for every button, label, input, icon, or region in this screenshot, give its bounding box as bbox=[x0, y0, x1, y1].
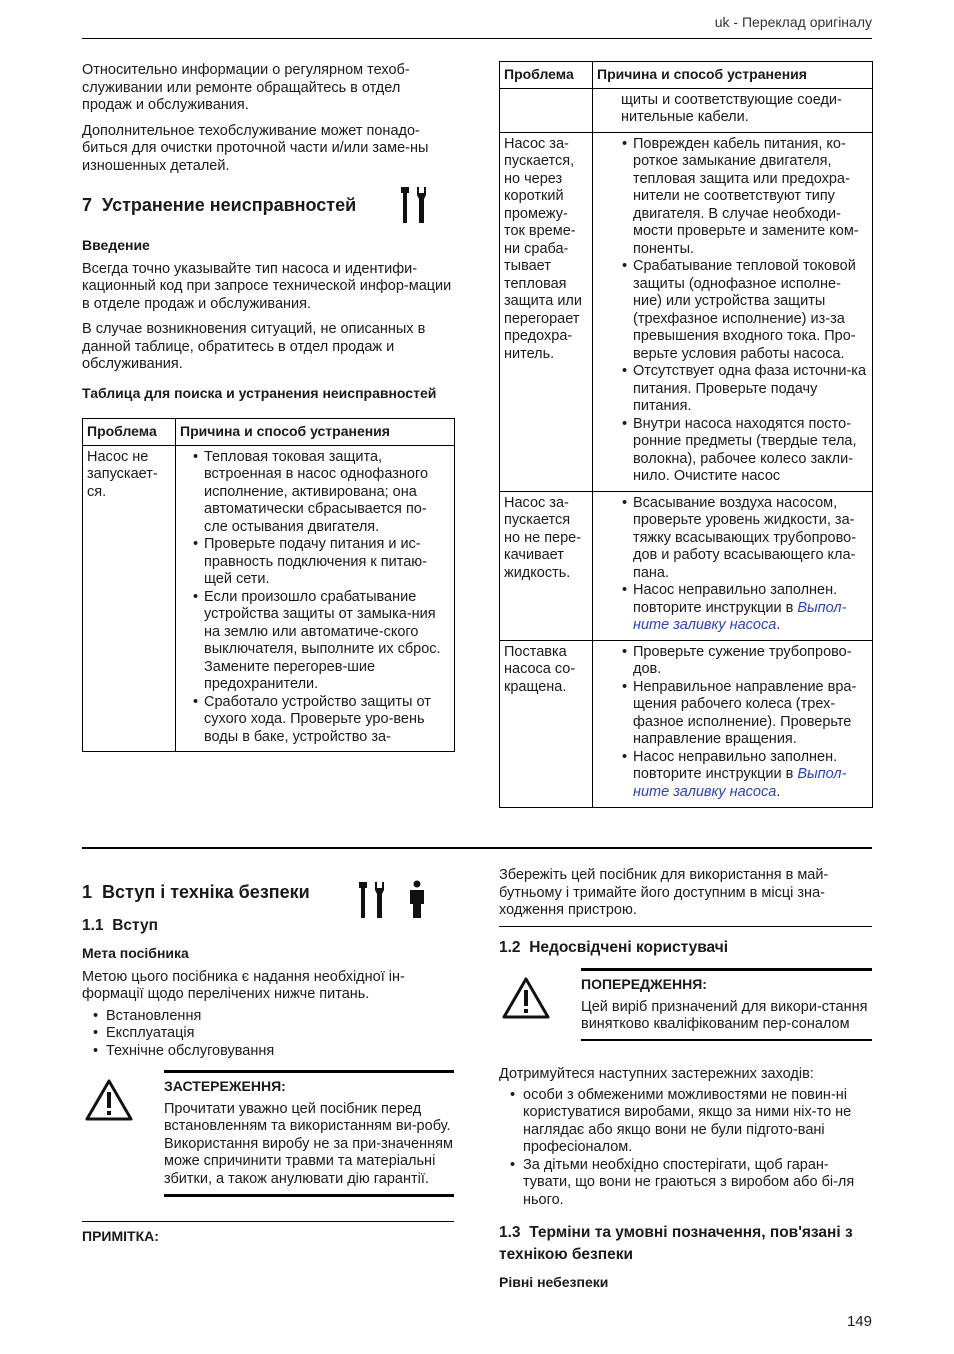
table-row bbox=[500, 132, 873, 491]
cause-item: • Насос неправильно заполнен. повторите инструкции в Выпол-ните заливку насоса. bbox=[633, 582, 868, 635]
list-item: • За дітьми необхідно спостерігати, щоб гаран-тувати, що вони не граються з виробом або бі-ля нього. bbox=[499, 1157, 872, 1210]
note-rule bbox=[82, 1221, 454, 1222]
cause-item: • Сработало устройство защиты от сухого хода. Проверьте уро-вень воды в баке, устройство за- bbox=[204, 694, 450, 747]
table-header-problem: Проблема bbox=[500, 62, 593, 89]
fill-pump-link[interactable]: Выпол-ните заливку насоса bbox=[633, 599, 847, 633]
uk-subsection-1-1: 1.1 Вступ bbox=[82, 917, 158, 934]
uk-section-number: 1 bbox=[82, 882, 93, 902]
ru-section-title: Устранение неисправностей bbox=[102, 195, 357, 215]
cause-item: • Насос неправильно заполнен. повторите инструкции в Выпол-ните заливку насоса. bbox=[633, 749, 868, 802]
continuation-cell: щиты и соответствующие соеди-нительные кабели. bbox=[593, 88, 873, 132]
table-header-cause: Причина и способ устранения bbox=[593, 62, 873, 89]
ru-intro-paragraph-2: Дополнительное техобслуживание может понадо-биться для очистки проточной части и/или заме-ны изношенных деталей. bbox=[82, 122, 429, 174]
ru-intro-paragraph-3: Всегда точно указывайте тип насоса и идентифи-кационный код при запросе технической инфор-мации в отделе продаж и обслуживания. bbox=[82, 260, 452, 312]
table-header-problem: Проблема bbox=[83, 419, 176, 446]
table-header-cause: Причина и способ устранения bbox=[176, 419, 455, 446]
person-icon bbox=[406, 880, 428, 920]
warning-box bbox=[499, 968, 872, 1041]
page-number: 149 bbox=[846, 1313, 872, 1330]
uk-precautions bbox=[499, 1066, 872, 1209]
ru-troubleshooting-table-right bbox=[499, 61, 873, 808]
hazard-levels-heading: Рівні небезпеки bbox=[499, 1274, 609, 1290]
cause-item: • Внутри насоса находятся посто-ронние предметы (твердые тела, волокна), рабочее колесо закли-нило. Очистите насос bbox=[633, 416, 868, 486]
list-item: • Встановлення bbox=[82, 1008, 454, 1026]
problem-cell: Поставка насоса со-кращена. bbox=[500, 640, 593, 808]
uk-purpose-heading: Мета посібника bbox=[82, 945, 189, 961]
cause-list bbox=[192, 449, 450, 747]
uk-left-column bbox=[82, 872, 454, 1060]
warning-triangle-icon bbox=[501, 976, 551, 1020]
table-row bbox=[500, 640, 873, 808]
cause-item: • Если произошло срабатывание устройства защиты от замыка-ния на землю или автоматиче-ского выключателя, выполните их сброс. Замените перегорев-шие предохранители. bbox=[204, 589, 450, 694]
table-row bbox=[500, 88, 873, 132]
precautions-intro: Дотримуйтеся наступних застережних заходів: bbox=[499, 1066, 814, 1082]
uk-section-title: Вступ і техніка безпеки bbox=[102, 882, 310, 902]
subsection-rule bbox=[499, 926, 872, 927]
caution-text: Прочитати уважно цей посібник перед встановленням та використанням ви-робу. Використання виробу не за при-значенням може спричинити травми та матеріальні збитки, а також анулювати дію гарантії. bbox=[164, 1100, 453, 1187]
uk-purpose-list bbox=[82, 1008, 454, 1061]
table-row bbox=[500, 491, 873, 640]
uk-subsection-1-2: 1.2 Недосвідчені користувачі bbox=[499, 939, 729, 956]
running-header: uk - Переклад оригіналу bbox=[714, 14, 872, 30]
cause-list bbox=[621, 495, 868, 635]
list-item: • Експлуатація bbox=[82, 1025, 454, 1043]
ru-left-column bbox=[82, 62, 454, 403]
tools-icon bbox=[358, 880, 388, 920]
warning-text: Цей виріб призначений для викори-стання винятково кваліфікованим пер-соналом bbox=[581, 998, 868, 1032]
problem-cell: Насос за-пускается, но через короткий промежу-ток време-ни сраба-тывает тепловая защита или перегорает предохра-нитель. bbox=[500, 132, 593, 491]
tools-icon bbox=[400, 185, 430, 225]
ru-intro-heading: Введение bbox=[82, 237, 150, 253]
caution-box bbox=[82, 1070, 454, 1197]
cause-item: • Проверьте сужение трубопрово-дов. bbox=[633, 644, 868, 679]
uk-section-heading bbox=[82, 872, 454, 912]
note-title: ПРИМІТКА: bbox=[82, 1228, 159, 1244]
ru-intro-paragraph-1: Относительно информации о регулярном техоб-служивании или ремонте обращайтесь в отдел продаж и обслуживания. bbox=[82, 62, 410, 113]
cause-list bbox=[621, 644, 868, 802]
ru-section-heading bbox=[82, 185, 454, 231]
header-rule bbox=[82, 38, 872, 39]
warning-triangle-icon bbox=[84, 1078, 134, 1122]
caution-title: ЗАСТЕРЕЖЕННЯ: bbox=[164, 1078, 286, 1094]
cause-list bbox=[621, 136, 868, 486]
fill-pump-link[interactable]: Выпол-ните заливку насоса bbox=[633, 766, 847, 800]
cause-item: • Поврежден кабель питания, ко-роткое замыкание двигателя, тепловая защита или предохра-нители не соответствуют типу двигателя. В случае необходи-мости проверьте и замените ком-поненты. bbox=[633, 136, 868, 259]
section-divider bbox=[82, 847, 872, 849]
uk-subsection-1-3: 1.3 Терміни та умовні позначення, пов'язані з технікою безпеки bbox=[499, 1224, 853, 1263]
list-item: • Технічне обслуговування bbox=[82, 1043, 454, 1061]
ru-table-caption: Таблица для поиска и устранения неисправностей bbox=[82, 384, 437, 401]
cause-item: • Всасывание воздуха насосом, проверьте уровень жидкости, за-тяжку всасывающих трубопрово-дов и работу всасывающего кла-пана. bbox=[633, 495, 868, 583]
problem-cell bbox=[500, 88, 593, 132]
problem-cell: Насос за-пускается но не пере-качивает жидкость. bbox=[500, 491, 593, 640]
cause-item: • Неправильное направление вра-щения рабочего колеса (трех-фазное исполнение). Проверьте направление вращения. bbox=[633, 679, 868, 749]
problem-cell: Насос не запускает-ся. bbox=[83, 445, 176, 752]
uk-right-column bbox=[499, 867, 872, 920]
list-item: • особи з обмеженими можливостями не повин-ні користуватися виробами, якщо за ними ніх-то не наглядає або якщо вони не були підгото-вані професіоналом. bbox=[499, 1087, 872, 1157]
table-row bbox=[83, 445, 455, 752]
cause-item: • Срабатывание тепловой токовой защиты (однофазное исполне-ние) или устройства защиты (трехфазное исполнение) из-за превышения входного тока. Про-верьте условия работы насоса. bbox=[633, 258, 868, 363]
uk-purpose-text: Метою цього посібника є надання необхідної ін-формації щодо перелічених нижче питань. bbox=[82, 968, 405, 1002]
cause-item: • Тепловая токовая защита, встроенная в насос однофазного исполнение, активирована; она автоматически сбрасывается по-сле остывания двигателя. bbox=[204, 449, 450, 537]
uk-keep-text: Збережіть цей посібник для використання в май-бутньому і тримайте його доступним в місці зна-ходження пристрою. bbox=[499, 867, 829, 918]
precautions-list bbox=[499, 1087, 872, 1210]
ru-section-number: 7 bbox=[82, 195, 93, 215]
cause-item: • Проверьте подачу питания и ис-правность подключения к питаю-щей сети. bbox=[204, 536, 450, 589]
cause-item: • Отсутствует одна фаза источни-ка питания. Проверьте подачу питания. bbox=[633, 363, 868, 416]
warning-title: ПОПЕРЕДЖЕННЯ: bbox=[581, 976, 707, 992]
ru-intro-paragraph-4: В случае возникновения ситуаций, не описанных в данной таблице, обратитесь в отдел продаж и обслуживания. bbox=[82, 321, 426, 372]
ru-troubleshooting-table-left bbox=[82, 418, 455, 752]
